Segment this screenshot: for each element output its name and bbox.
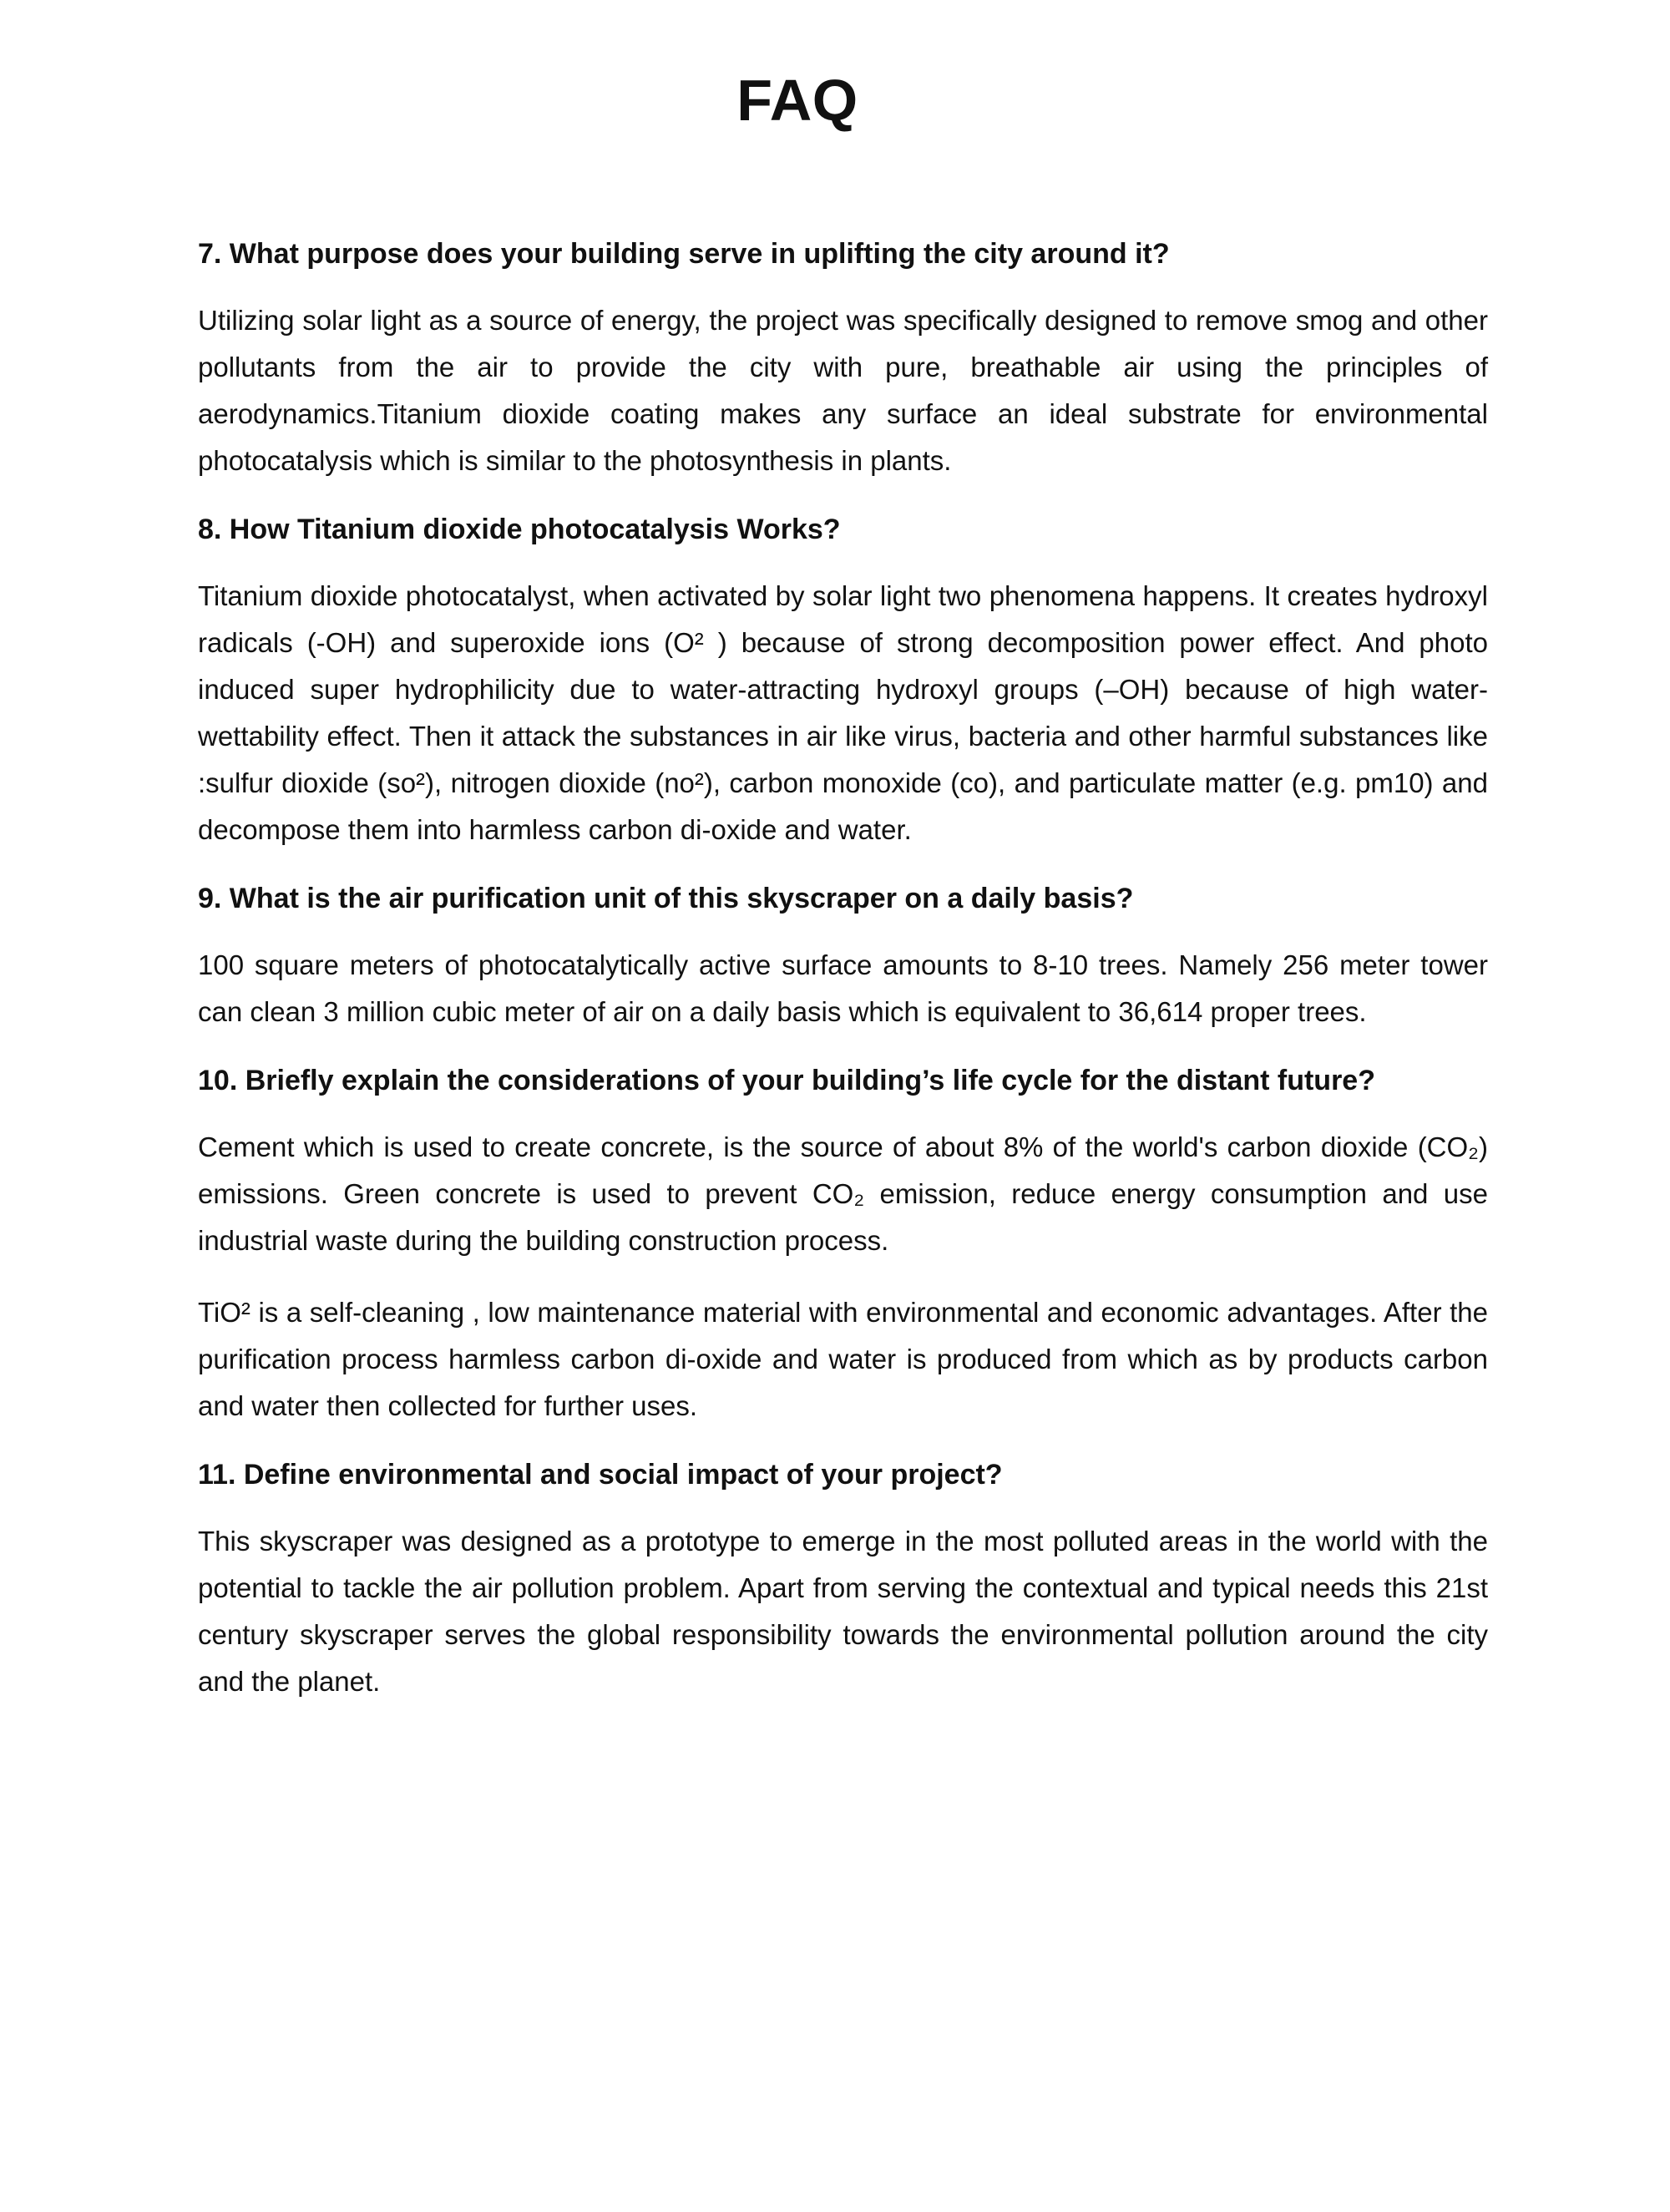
faq-answer: Titanium dioxide photocatalyst, when activated by solar light two phenomena happens. It creates hydroxyl radicals (-OH) and superoxide ions (O² ) because of strong decomposition power effect. And photo induced super hydrophilicity due to water-attracting hydroxyl groups (–OH) because of high water-wettability effect. Then it attack the substances in air like virus, bacteria and other harmful substances like :sulfur dioxide (so²), nitrogen dioxide (no²), carbon monoxide (co), and particulate matter (e.g. pm10) and decompose them into harmless carbon di-oxide and water.: [198, 580, 1488, 845]
faq-answer: This skyscraper was designed as a prototype to emerge in the most polluted areas in the world with the potential to tackle the air pollution problem. Apart from serving the contextual and typical needs this 21st century skyscraper serves the global responsibility towards the environmental pollution around the city and the planet.: [198, 1526, 1488, 1697]
faq-item-11: [198, 1451, 1488, 1705]
faq-question: 11. Define environmental and social impact of your project?: [198, 1459, 1003, 1491]
faq-answer: Utilizing solar light as a source of energy, the project was specifically designed to remove smog and other pollutants from the air to provide the city with pure, breathable air using the principles of aerodynamics.Titanium dioxide coating makes any surface an ideal substrate for environmental photocatalysis which is similar to the photosynthesis in plants.: [198, 305, 1488, 476]
faq-answer: Cement which is used to create concrete, is the source of about 8% of the world's carbon dioxide (CO₂) emissions. Green concrete is used to prevent CO₂ emission, reduce energy consumption and use industrial waste during the building construction process.: [198, 1131, 1488, 1256]
faq-question: 10. Briefly explain the considerations of your building’s life cycle for the distant future?: [198, 1065, 1375, 1096]
faq-question: 7. What purpose does your building serve in uplifting the city around it?: [198, 238, 1170, 270]
faq-content: [198, 230, 1488, 1727]
faq-question: 9. What is the air purification unit of this skyscraper on a daily basis?: [198, 883, 1134, 914]
faq-answer: TiO² is a self-cleaning , low maintenance material with environmental and economic advantages. After the purification process harmless carbon di-oxide and water is produced from which as by products carbon and water then collected for further uses.: [198, 1297, 1488, 1421]
faq-item-10: [198, 1057, 1488, 1430]
page-title: FAQ: [736, 68, 858, 133]
faq-answer: 100 square meters of photocatalytically active surface amounts to 8-10 trees. Namely 256 meter tower can clean 3 million cubic meter of air on a daily basis which is equivalent to 36,614 proper trees.: [198, 949, 1488, 1027]
faq-item-8: [198, 506, 1488, 853]
faq-item-7: [198, 230, 1488, 484]
faq-question: 8. How Titanium dioxide photocatalysis Works?: [198, 514, 841, 545]
faq-item-9: [198, 875, 1488, 1035]
